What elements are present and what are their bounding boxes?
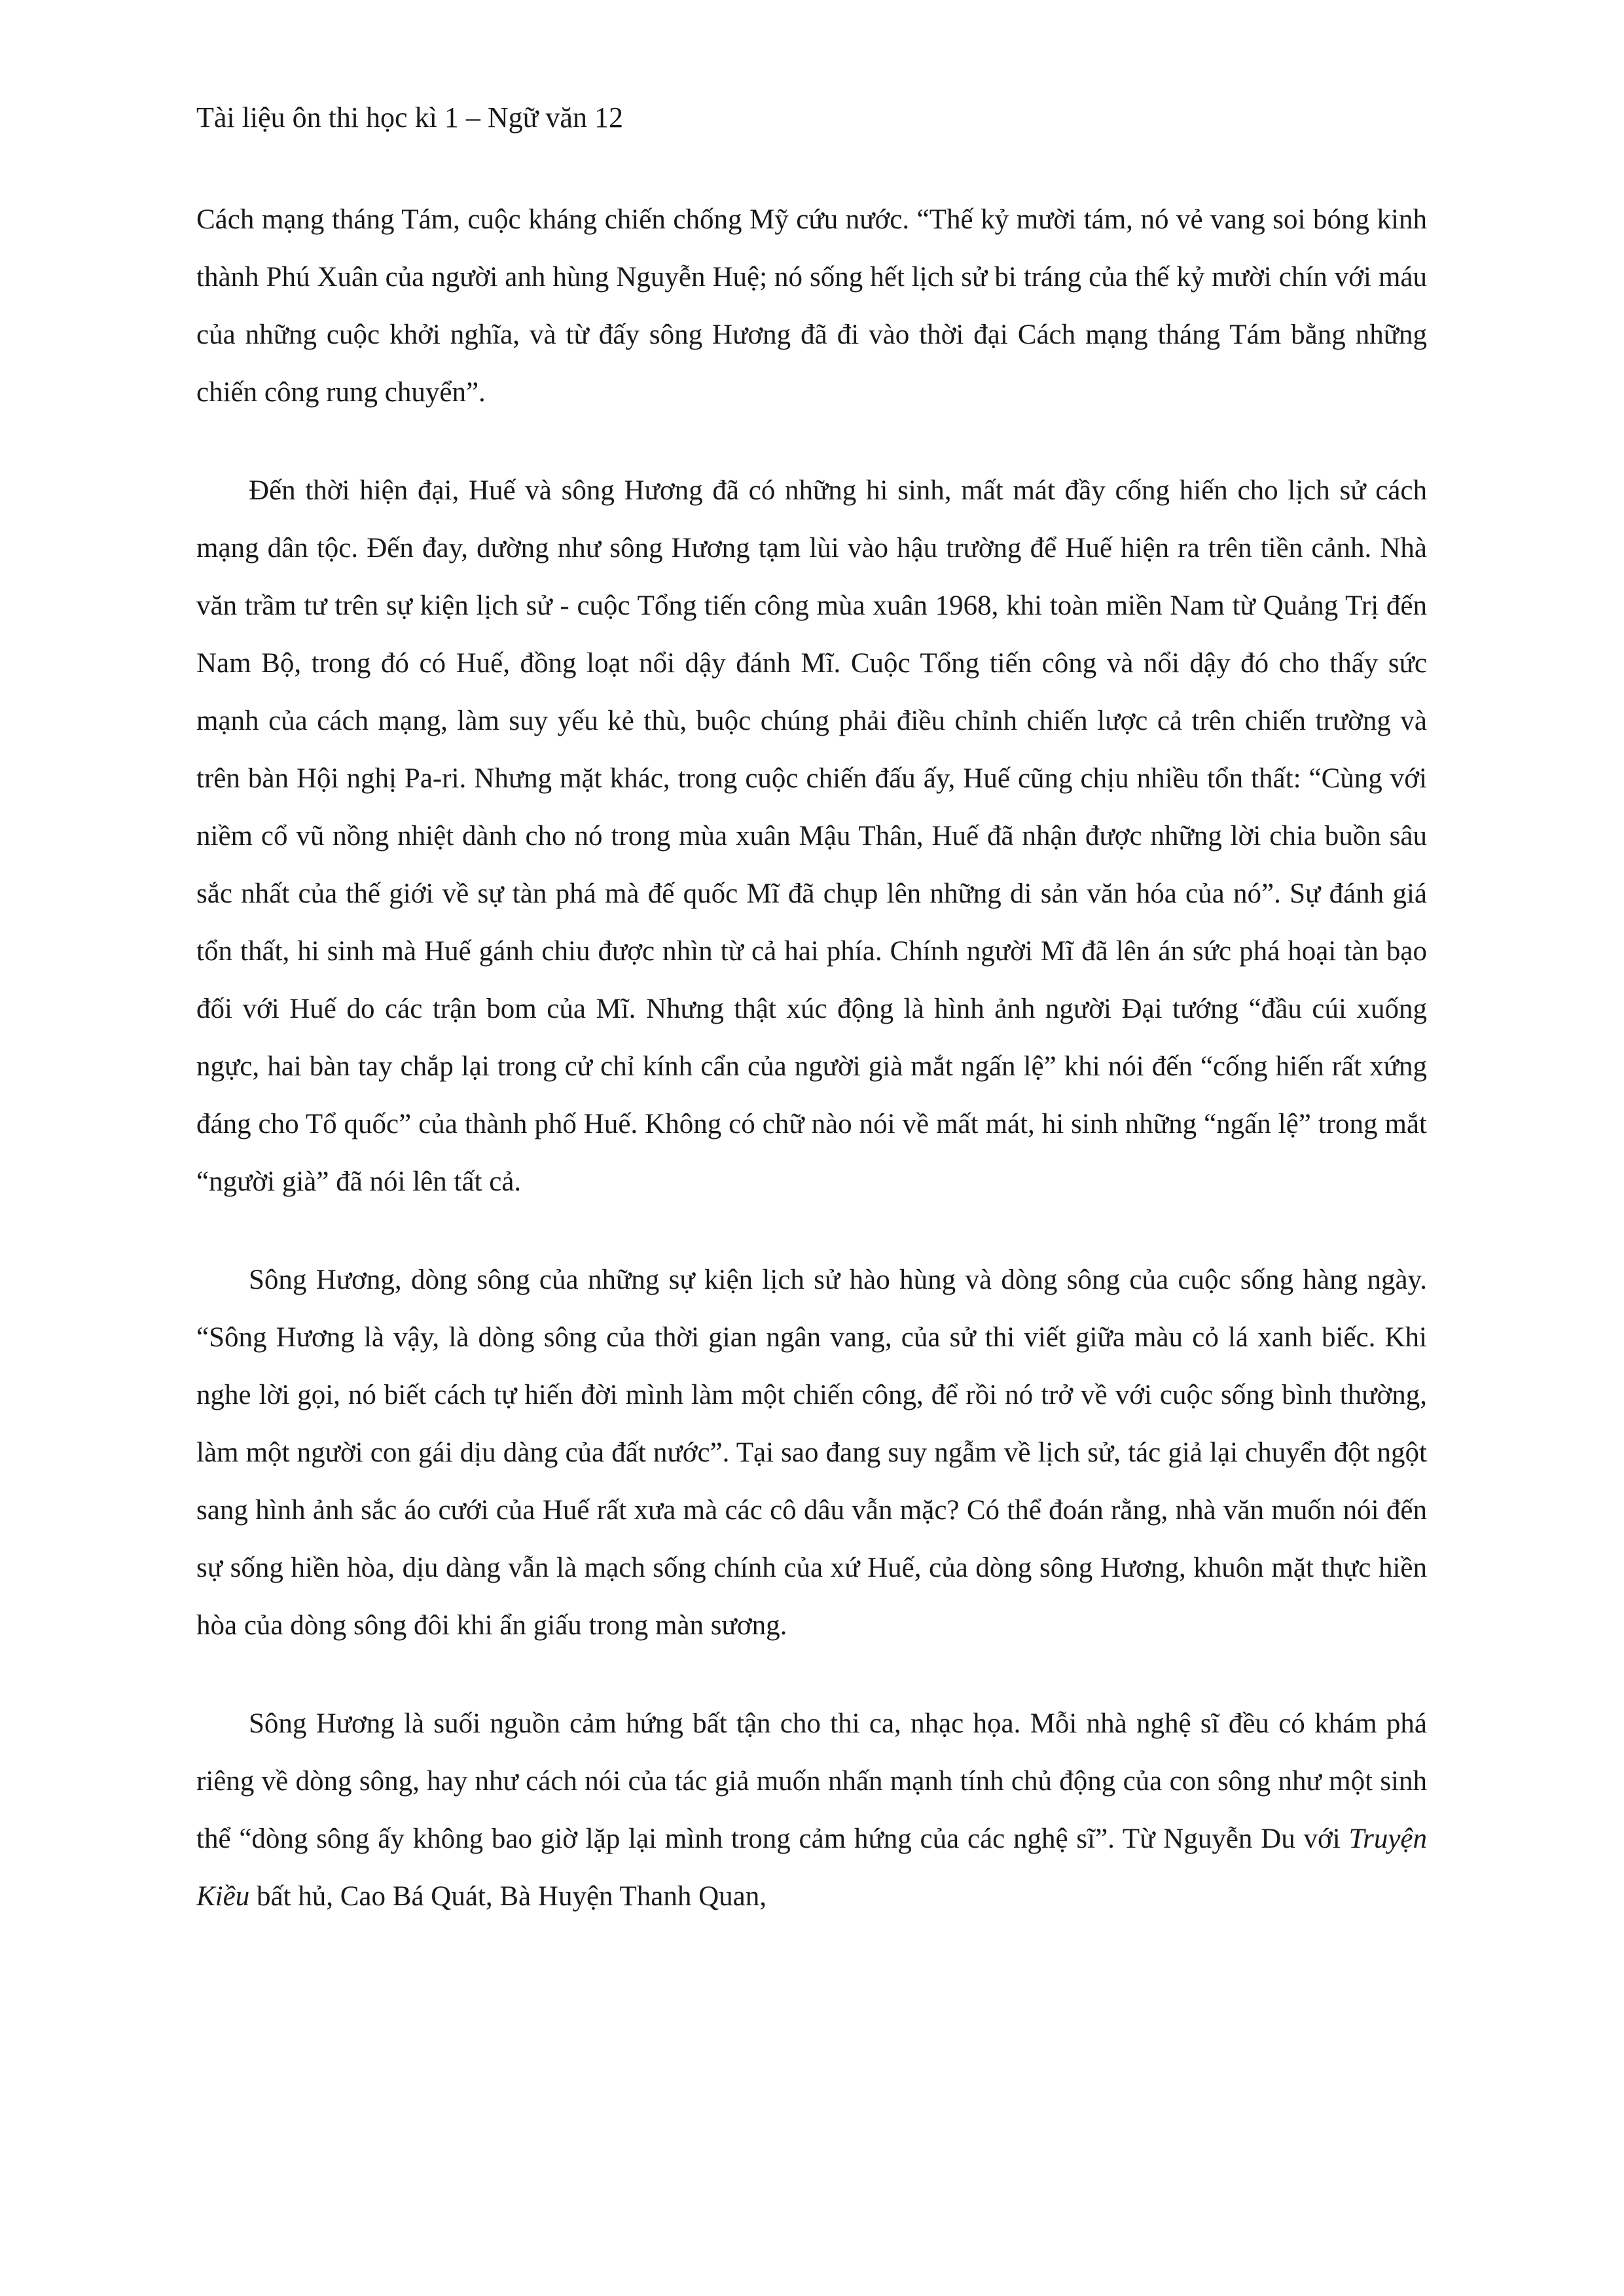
paragraph-1: Cách mạng tháng Tám, cuộc kháng chiến chống Mỹ cứu nước. “Thế kỷ mười tám, nó vẻ vang soi bóng kinh thành Phú Xuân của người anh hùng Nguyễn Huệ; nó sống hết lịch sử bi tráng của thế kỷ mười chín với máu của những cuộc khởi nghĩa, và từ đấy sông Hương đã đi vào thời đại Cách mạng tháng Tám bằng những chiến công rung chuyển”. <box>196 204 1427 408</box>
paragraph-2: Đến thời hiện đại, Huế và sông Hương đã có những hi sinh, mất mát đầy cống hiến cho lịch sử cách mạng dân tộc. Đến đay, dường như sông Hương tạm lùi vào hậu trường để Huế hiện ra trên tiền cảnh. Nhà văn trầm tư trên sự kiện lịch sử - cuộc Tổng tiến công mùa xuân 1968, khi toàn miền Nam từ Quảng Trị đến Nam Bộ, trong đó có Huế, đồng loạt nổi dậy đánh Mĩ. Cuộc Tổng tiến công và nổi dậy đó cho thấy sức mạnh của cách mạng, làm suy yếu kẻ thù, buộc chúng phải điều chỉnh chiến lược cả trên chiến trường và trên bàn Hội nghị Pa-ri. Nhưng mặt khác, trong cuộc chiến đấu ấy, Huế cũng chịu nhiều tổn thất: “Cùng với niềm cổ vũ nồng nhiệt dành cho nó trong mùa xuân Mậu Thân, Huế đã nhận được những lời chia buồn sâu sắc nhất của thế giới về sự tàn phá mà đế quốc Mĩ đã chụp lên những di sản văn hóa của nó”. Sự đánh giá tổn thất, hi sinh mà Huế gánh chiu được nhìn từ cả hai phía. Chính người Mĩ đã lên án sức phá hoại tàn bạo đối với Huế do các trận bom của Mĩ. Nhưng thật xúc động là hình ảnh người Đại tướng “đầu cúi xuống ngực, hai bàn tay chắp lại trong cử chỉ kính cẩn của người già mắt ngấn lệ” khi nói đến “cống hiến rất xứng đáng cho Tổ quốc” của thành phố Huế. Không có chữ nào nói về mất mát, hi sinh những “ngấn lệ” trong mắt “người già” đã nói lên tất cả. <box>196 475 1427 1197</box>
book-title-italic: Truyện Kiều <box>196 1823 1427 1912</box>
paragraph-4-text-after: bất hủ, Cao Bá Quát, Bà Huyện Thanh Quan, <box>249 1881 767 1912</box>
paragraph-4-text-before: Sông Hương là suối nguồn cảm hứng bất tận cho thi ca, nhạc họa. Mỗi nhà nghệ sĩ đều có khám phá riêng về dòng sông, hay như cách nói của tác giả muốn nhấn mạnh tính chủ động của con sông như một sinh thể “dòng sông ấy không bao giờ lặp lại mình trong cảm hứng của các nghệ sĩ”. Từ Nguyễn Du với <box>196 1708 1427 1854</box>
paragraph-3: Sông Hương, dòng sông của những sự kiện lịch sử hào hùng và dòng sông của cuộc sống hàng ngày. “Sông Hương là vậy, là dòng sông của thời gian ngân vang, của sử thi viết giữa màu cỏ lá xanh biếc. Khi nghe lời gọi, nó biết cách tự hiến đời mình làm một chiến công, để rồi nó trở về với cuộc sống bình thường, làm một người con gái dịu dàng của đất nước”. Tại sao đang suy ngẫm về lịch sử, tác giả lại chuyển đột ngột sang hình ảnh sắc áo cưới của Huế rất xưa mà các cô dâu vẫn mặc? Có thể đoán rằng, nhà văn muốn nói đến sự sống hiền hòa, dịu dàng vẫn là mạch sống chính của xứ Huế, của dòng sông Hương, khuôn mặt thực hiền hòa của dòng sông đôi khi ẩn giấu trong màn sương. <box>196 1265 1427 1641</box>
paragraph-4 <box>196 1695 1427 1926</box>
body-text <box>196 191 1427 1926</box>
page-header: Tài liệu ôn thi học kì 1 – Ngữ văn 12 <box>196 101 623 134</box>
